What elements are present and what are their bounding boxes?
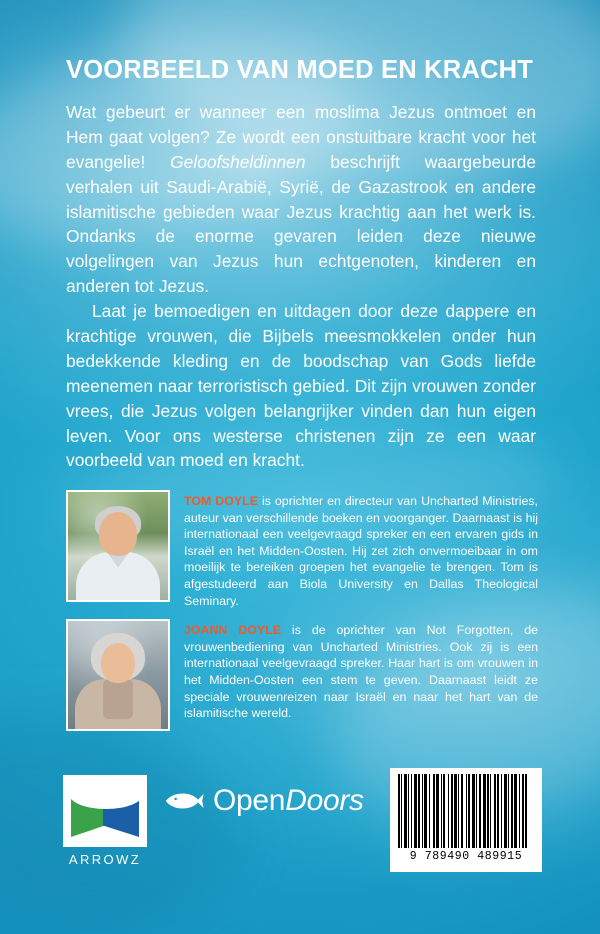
partner-logo-opendoors xyxy=(163,786,364,816)
author-name-joann: JOANN DOYLE xyxy=(184,623,281,638)
publisher-logo-arrowz xyxy=(63,775,147,867)
blurb-p1-part1: Wat gebeurt er wanneer een moslima Jezus ontmoet en Hem gaat volgen? Ze wordt een onstuitbare kracht voor het evangelie! xyxy=(66,102,536,172)
opendoors-word-doors: Doors xyxy=(285,784,364,817)
barcode xyxy=(390,768,542,872)
author-bio-text-joann xyxy=(184,619,538,722)
cover-blurb xyxy=(66,100,536,473)
barcode-bars xyxy=(398,774,534,848)
blurb-p1-part2: beschrijft waargebeurde verhalen uit Saudi-Arabië, Syrië, de Gazastrook en andere islamitische gebieden waar Jezus krachtig aan het werk is. Ondanks de enorme gevaren leiden deze nieuwe volgelingen van Jezus hun echtgenoten, kinderen en anderen tot Jezus. xyxy=(66,151,536,297)
cover-headline: VOORBEELD VAN MOED EN KRACHT xyxy=(66,56,533,84)
arrowz-logo-icon xyxy=(63,775,147,847)
publisher-name: ARROWZ xyxy=(68,852,142,867)
author-photo-joann xyxy=(66,619,170,731)
author-bio-tom: is oprichter en directeur van Uncharted Ministries, auteur van verschillende boeken en voorganger. Daarnaast is hij internationaal een veelgevraagd spreker en een ervaren gids in Israël en het Midden-Oosten. Hij zet zich onvermoeibaar in om moeilijk te bereiken groepen het evangelie te brengen. Tom is afgestudeerd aan Biola University en Dallas Theological Seminary. xyxy=(184,494,538,608)
author-entry-joann xyxy=(66,619,538,731)
fish-icon xyxy=(163,788,205,814)
blurb-paragraph-1 xyxy=(66,100,536,299)
isbn-number: 9 789490 489915 xyxy=(409,850,523,863)
author-bios xyxy=(66,490,538,741)
author-name-tom: TOM DOYLE xyxy=(184,494,258,508)
blurb-paragraph-2: Laat je bemoedigen en uitdagen door deze dappere en krachtige vrouwen, die Bijbels meesmokkelen onder hun bedekkende kleding en de boodschap van Gods liefde meenemen naar terroristisch gebied. Dit zijn vrouwen zonder vrees, die Jezus volgen belangrijker vinden dan hun eigen leven. Voor ons westerse christenen zijn ze een waar voorbeeld van moed en kracht. xyxy=(66,301,536,471)
author-bio-text-tom xyxy=(184,490,538,609)
opendoors-word-open: Open xyxy=(213,784,286,817)
author-entry-tom xyxy=(66,490,538,609)
author-bio-joann: is de oprichter van Not Forgotten, de vrouwenbediening van Uncharted Ministries. Ook zij is een internationaal veelgevraagd spreker. Haar hart is om vrouwen in het Midden-Oosten een stem te geven. Daarnaast leidt ze speciale vrouwenreizen naar Israël en naar het hart van de islamitische wereld. xyxy=(184,623,538,721)
author-photo-tom xyxy=(66,490,170,602)
book-title-italic: Geloofsheldinnen xyxy=(170,151,306,172)
opendoors-wordmark xyxy=(213,786,364,816)
